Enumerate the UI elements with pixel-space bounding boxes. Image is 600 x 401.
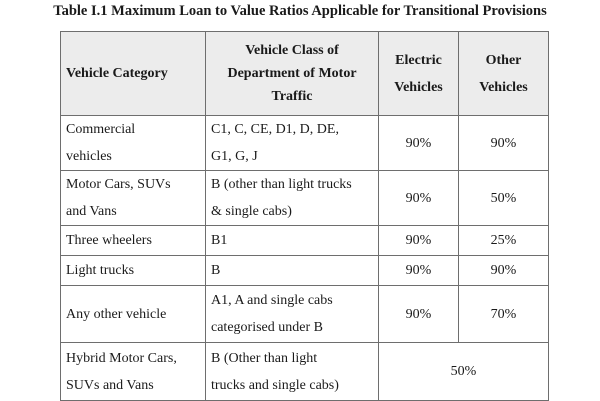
table-title: Table I.1 Maximum Loan to Value Ratios Applicable for Transitional Provisions (53, 3, 547, 19)
vehicle-category-cell: Light trucks (61, 256, 206, 286)
vehicle-category-cell: Motor Cars, SUVs and Vans (61, 171, 206, 226)
other-ratio-cell: 70% (459, 286, 549, 343)
other-ratio-cell: 90% (459, 116, 549, 171)
vehicle-category-cell: Any other vehicle (61, 286, 206, 343)
vehicle-category-cell: Three wheelers (61, 226, 206, 256)
table-row (61, 116, 549, 171)
header-vehicle-class: Vehicle Class of Department of Motor Traffic (206, 32, 379, 116)
other-ratio-cell: 25% (459, 226, 549, 256)
electric-ratio-cell: 90% (379, 226, 459, 256)
loan-to-value-table (60, 31, 549, 401)
electric-ratio-cell: 90% (379, 116, 459, 171)
vehicle-category-cell: Hybrid Motor Cars, SUVs and Vans (61, 343, 206, 401)
table-row (61, 286, 549, 343)
vehicle-class-cell: C1, C, CE, D1, D, DE, G1, G, J (206, 116, 379, 171)
header-other-vehicles: Other Vehicles (459, 32, 549, 116)
electric-ratio-cell: 90% (379, 286, 459, 343)
vehicle-class-cell: B1 (206, 226, 379, 256)
other-ratio-cell: 90% (459, 256, 549, 286)
header-vehicle-category: Vehicle Category (61, 32, 206, 116)
header-row (61, 32, 549, 116)
vehicle-class-cell: B (206, 256, 379, 286)
merged-ratio-cell: 50% (379, 343, 549, 401)
table-row (61, 343, 549, 401)
vehicle-class-cell: B (other than light trucks & single cabs) (206, 171, 379, 226)
vehicle-class-cell: A1, A and single cabs categorised under B (206, 286, 379, 343)
vehicle-class-cell: B (Other than light trucks and single cabs) (206, 343, 379, 401)
electric-ratio-cell: 90% (379, 256, 459, 286)
table-row (61, 171, 549, 226)
table-row (61, 226, 549, 256)
vehicle-category-cell: Commercial vehicles (61, 116, 206, 171)
other-ratio-cell: 50% (459, 171, 549, 226)
electric-ratio-cell: 90% (379, 171, 459, 226)
header-electric-vehicles: Electric Vehicles (379, 32, 459, 116)
table-row (61, 256, 549, 286)
